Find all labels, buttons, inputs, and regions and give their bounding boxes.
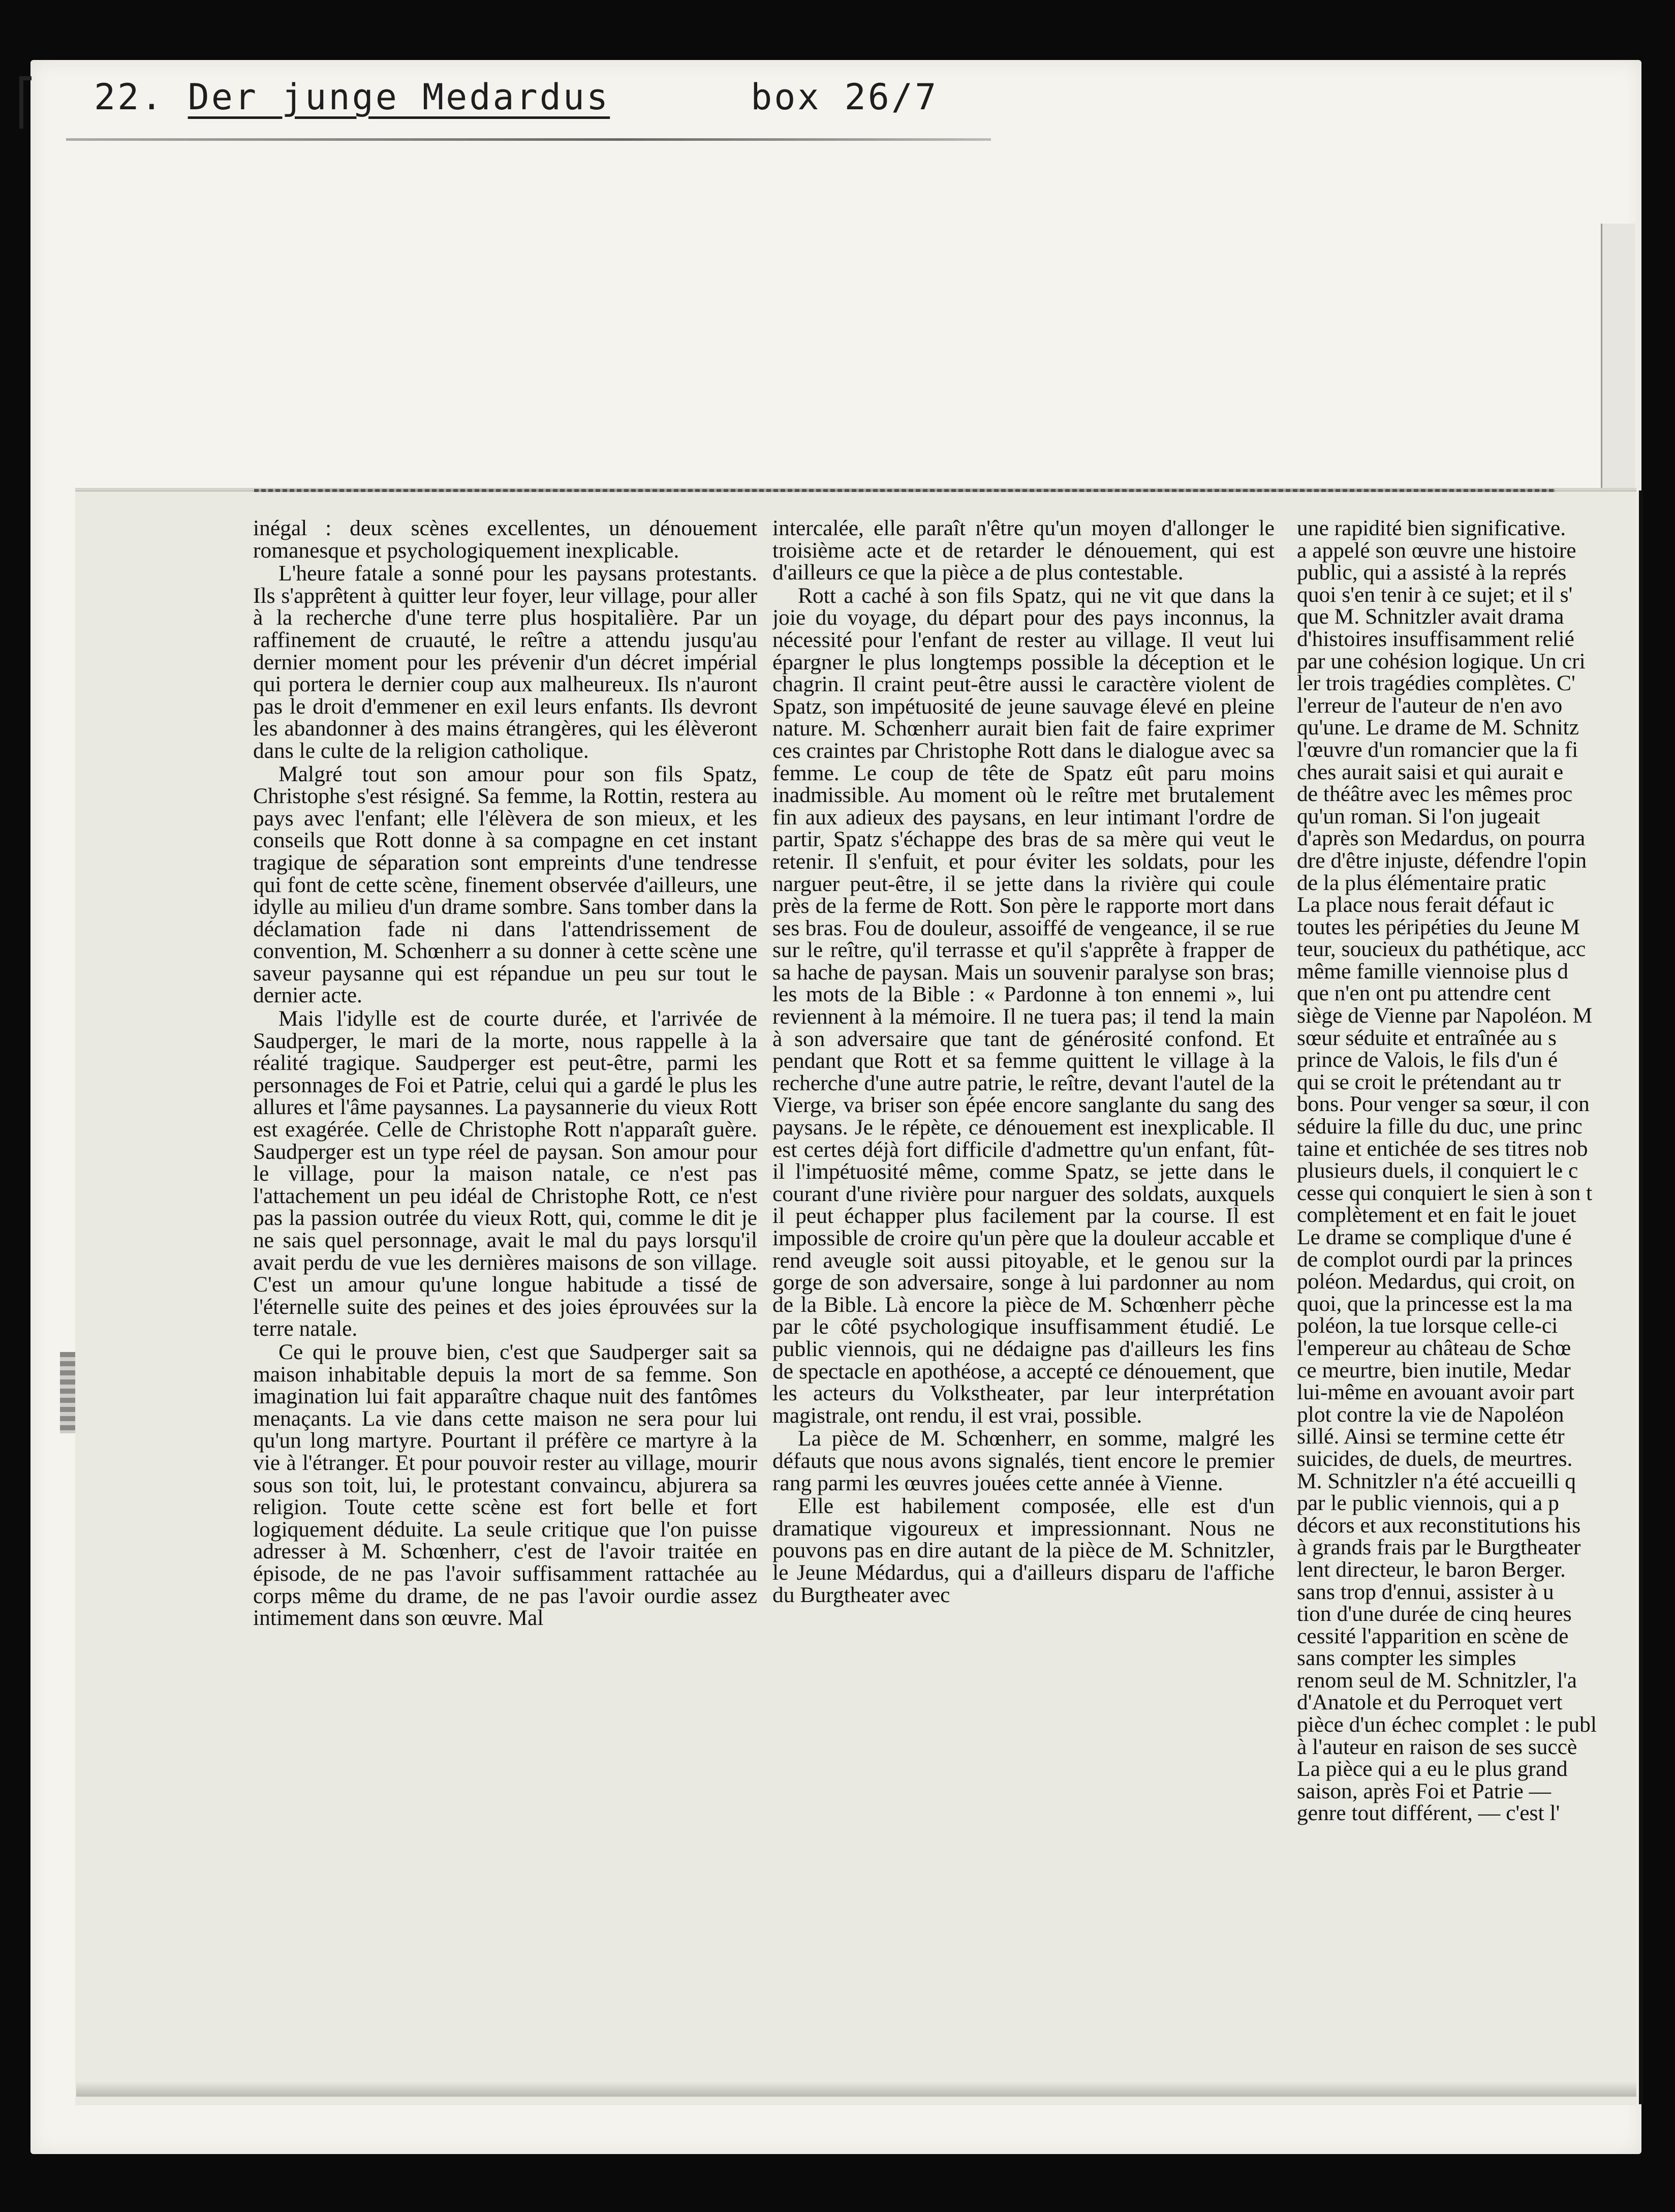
text-line: genre tout différent, — c'est l'	[1297, 1801, 1560, 1826]
article-column-1	[253, 517, 757, 1885]
text-line: même famille viennoise plus d	[1297, 959, 1568, 984]
text-line: l'œuvre d'un romancier que la fi	[1297, 737, 1578, 762]
text-line: l'erreur de l'auteur de n'en avo	[1297, 693, 1563, 718]
text-line: poléon, la tue lorsque celle-ci	[1297, 1313, 1558, 1338]
article-column-2	[772, 517, 1275, 1885]
text-line: de complot ourdi par la princes	[1297, 1247, 1573, 1272]
text-line: que M. Schnitzler avait drama	[1297, 604, 1564, 629]
text-line: prince de Valois, le fils d'un é	[1297, 1048, 1558, 1072]
text-line: taine et entichée de ses titres nob	[1297, 1136, 1588, 1161]
box-label: box 26/7	[751, 76, 939, 118]
text-line: de la plus élémentaire pratic	[1297, 870, 1546, 895]
collection-title: Der junge Medardus	[188, 76, 610, 118]
text-line: dre d'être injuste, défendre l'opin	[1297, 848, 1587, 873]
text-line: complètement et en fait le jouet	[1297, 1203, 1576, 1227]
text-line: d'histoires insuffisamment relié	[1297, 626, 1574, 651]
text-line: a appelé son œuvre une histoire	[1297, 538, 1576, 563]
text-line: ches aurait saisi et qui aurait e	[1297, 759, 1564, 784]
text-line: Le drame se complique d'une é	[1297, 1225, 1572, 1249]
text-line: M. Schnitzler n'a été accueilli q	[1297, 1468, 1576, 1493]
text-line: sans compter les simples	[1297, 1646, 1516, 1671]
article-column-3-cropped	[1297, 517, 1636, 1885]
text-line: sans trop d'ennui, assister à u	[1297, 1579, 1554, 1604]
text-line: renom seul de M. Schnitzler, l'a	[1297, 1668, 1577, 1693]
text-line: quoi, que la princesse est la ma	[1297, 1291, 1573, 1316]
text-line: cesse qui conquiert le sien à son t	[1297, 1180, 1593, 1205]
text-line: lui-même en avouant avoir part	[1297, 1380, 1574, 1405]
paragraph: Malgré tout son amour pour son fils Spatz, Christophe s'est résigné. Sa femme, la Rottin, restera au pays avec l'enfant; elle l'élèvera de son mieux, et les conseils que Rott donne à sa compagne en cet instant tragique de séparation sont empreints d'une tendresse qui font de cette scène, finement observée d'ailleurs, une idylle au milieu d'un drame sombre. Sans tomber dans la déclamation fade ni dans l'attendrissement de convention, M. Schœnherr a su donner à cette scène une saveur paysanne qui est répandue un peu sur tout le dernier acte.	[253, 761, 757, 1008]
text-line: La pièce qui a eu le plus grand	[1297, 1757, 1568, 1781]
staple-mark	[60, 1352, 75, 1433]
text-line: d'Anatole et du Perroquet vert	[1297, 1690, 1563, 1715]
text-line: décors et aux reconstitutions his	[1297, 1513, 1581, 1538]
text-line: l'empereur au château de Schœ	[1297, 1335, 1571, 1360]
text-line: La place nous ferait défaut ic	[1297, 893, 1555, 917]
corner-mark	[19, 76, 32, 129]
text-line: teur, soucieux du pathétique, acc	[1297, 937, 1586, 962]
text-line: plusieurs duels, il conquiert le c	[1297, 1158, 1578, 1183]
text-line: public, qui a assisté à la représ	[1297, 560, 1567, 585]
text-line: qui se croit le prétendant au tr	[1297, 1069, 1561, 1094]
text-line: poléon. Medardus, qui croit, on	[1297, 1269, 1575, 1294]
text-line: lent directeur, le baron Berger.	[1297, 1557, 1566, 1582]
text-line: séduire la fille du duc, une princ	[1297, 1114, 1583, 1139]
clipping-bottom-edge	[76, 2081, 1636, 2097]
text-line: qu'une. Le drame de M. Schnitz	[1297, 715, 1579, 740]
text-line: toutes les péripéties du Jeune M	[1297, 914, 1580, 939]
text-line: à grands frais par le Burgtheater	[1297, 1535, 1581, 1560]
text-line: pièce d'un échec complet : le publ	[1297, 1712, 1597, 1737]
column-top-rule	[254, 489, 1555, 492]
paragraph: Mais l'idylle est de courte durée, et l'arrivée de Saudperger, le mari de la morte, nous rappelle à la réalité tragique. Saudperger est peut-être, parmi les personnages de Foi et Patrie, celui qui a gardé le plus les allures et l'âme paysannes. La paysannerie du vieux Rott est exagérée. Celle de Christophe Rott n'apparaît guère. Saudperger est un type réel de paysan. Son amour pour le village, pour la maison natale, ce n'est pas l'attachement un peu idéal de Christophe Rott, ce n'est pas la passion outrée du vieux Rott, qui, comme le dit je ne sais quel personnage, avait le mal du pays lorsqu'il avait perdu de vue les dernières maisons de son village. C'est un amour qu'une longue habitude a tissé de l'éternelle suite des peines et des joies éprouvées sur la terre natale.	[253, 1006, 757, 1341]
paragraph: La pièce de M. Schœnherr, en somme, malgré les défauts que nous avons signalés, tient encore le premier rang parmi les œuvres jouées cette année à Vienne.	[772, 1426, 1275, 1495]
text-line: une rapidité bien significative.	[1297, 517, 1566, 540]
text-line: plot contre la vie de Napoléon	[1297, 1402, 1564, 1427]
text-line: saison, après Foi et Patrie —	[1297, 1778, 1552, 1803]
text-line: ler trois tragédies complètes. C'	[1297, 671, 1575, 696]
paragraph: Ce qui le prouve bien, c'est que Saudperger sait sa maison inhabitable depuis la mort de sa femme. Son imagination lui fait apparaître chaque nuit des fantômes menaçants. La vie dans cette maison ne sera pour lui qu'un long martyre. Pourtant il préfère ce martyre à la vie à l'étranger. Et pour pouvoir rester au village, mourir sous son toit, lui, le protestant convaincu, abjurera sa religion. Toute cette scène est fort belle et fort logiquement déduite. La seule critique que l'on puisse adresser à M. Schœnherr, c'est de l'avoir traitée en épisode, de ne pas l'avoir suffisamment rattachée au corps même du drame, de ne pas l'avoir ourdie assez intimement dans son œuvre. Mal	[253, 1339, 757, 1631]
paragraph: L'heure fatale a sonné pour les paysans protestants. Ils s'apprêtent à quitter leur foyer, leur village, pour aller à la recherche d'une terre plus hospitalière. Par un raffinement de cruauté, le reître a attendu jusqu'au dernier moment pour les prévenir d'un décret impérial qui portera le dernier coup aux malheureux. Ils n'auront pas le droit d'emmener en exil leurs enfants. Ils devront les abandonner à des mains étrangères, qui les élèveront dans le culte de la religion catholique.	[253, 561, 757, 763]
text-line: qu'un roman. Si l'on jugeait	[1297, 804, 1540, 828]
text-line: suicides, de duels, de meurtres.	[1297, 1446, 1573, 1471]
paragraph: Elle est habilement composée, elle est d'un dramatique vigoureux et impressionnant. Nous ne pouvons pas en dire autant de la pièce de M. Schnitzler, le Jeune Médardus, qui a d'ailleurs disparu de l'affiche du Burgtheater avec	[772, 1494, 1275, 1607]
text-line: que n'en ont pu attendre cent	[1297, 981, 1551, 1006]
item-number: 22.	[94, 76, 165, 118]
paragraph: Rott a caché à son fils Spatz, qui ne vit que dans la joie du voyage, du départ pour des pays inconnus, la nécessité pour l'enfant de rester au village. Il veut lui épargner le plus longtemps possible la déception et le chagrin. Il craint peut-être aussi le caractère violent de Spatz, son impétuosité de jeune sauvage élevé en pleine nature. M. Schœnherr aurait bien fait de faire exprimer ces craintes par Christophe Rott dans le dialogue avec sa femme. Le coup de tête de Spatz eût paru moins inadmissible. Au moment où le reître met brutalement fin aux adieux des paysans, en leur intimant l'ordre de partir, Spatz s'échappe des bras de sa mère qui veut le retenir. Il s'enfuit, et pour éviter les soldats, pour les narguer peut-être, il se jette dans la rivière qui coule près de la ferme de Rott. Son père le rapporte mort dans ses bras. Fou de douleur, assoiffé de vengeance, il se rue sur le reître, qu'il terrasse et qu'il s'apprête à frapper de sa hache de paysan. Mais un souvenir paralyse son bras; les mots de la Bible : « Pardonne à ton ennemi », lui reviennent à la mémoire. Il ne tuera pas; il tend la main à son adversaire que tant de générosité confond. Et pendant que Rott et sa femme quittent le village à la recherche d'une autre patrie, le reître, devant l'autel de la Vierge, va briser son épée encore sanglante du sang des paysans. Je le répète, ce dénouement est inexplicable. Il est certes déjà fort difficile d'admettre qu'un enfant, fût-il l'impétuosité même, comme Spatz, se jette dans le courant d'une rivière pour narguer des soldats, auxquels il peut échapper plus facilement par la course. Il est impossible de croire qu'un père que la douleur accable et rend aveugle soit aussi pitoyable, et le genou sur la gorge de son adversaire, songe à lui pardonner au nom de la Bible. Là encore la pièce de M. Schœnherr pèche par le côté psychologique insuffisamment étudié. Le public viennois, qui ne dédaigne pas d'ailleurs les fins de spectacle en apothéose, a accepté ce dénouement, que les acteurs du Volkstheater, par leur interprétation magistrale, ont rendu, il est vrai, possible.	[772, 583, 1275, 1428]
text-line: quoi s'en tenir à ce sujet; et il s'	[1297, 582, 1573, 607]
paragraph: intercalée, elle paraît n'être qu'un moyen d'allonger le troisième acte et de retarder le dénouement, qui est d'ailleurs ce que la pièce a de plus contestable.	[772, 517, 1275, 585]
archive-header	[94, 76, 938, 118]
clipping-right-edge	[1639, 490, 1643, 2104]
text-line: sœur séduite et entraînée au s	[1297, 1025, 1557, 1050]
text-line: par le public viennois, qui a p	[1297, 1491, 1559, 1516]
paragraph: inégal : deux scènes excellentes, un dénouement romanesque et psychologiquement inexplicable.	[253, 517, 757, 563]
text-line: sillé. Ainsi se termine cette étr	[1297, 1424, 1565, 1449]
text-line: siège de Vienne par Napoléon. M	[1297, 1003, 1593, 1028]
text-line: bons. Pour venger sa sœur, il con	[1297, 1092, 1590, 1117]
text-line: d'après son Medardus, on pourra	[1297, 826, 1586, 851]
text-line: ce meurtre, bien inutile, Medar	[1297, 1358, 1571, 1382]
text-line: de théâtre avec les mêmes proc	[1297, 782, 1573, 807]
text-line: à l'auteur en raison de ses succè	[1297, 1734, 1577, 1759]
header-rule	[66, 138, 991, 141]
paper-tab	[1601, 224, 1635, 493]
text-line: par une cohésion logique. Un cri	[1297, 649, 1586, 673]
text-line: tion d'une durée de cinq heures	[1297, 1602, 1572, 1626]
text-line: cessité l'apparition en scène de	[1297, 1623, 1569, 1648]
